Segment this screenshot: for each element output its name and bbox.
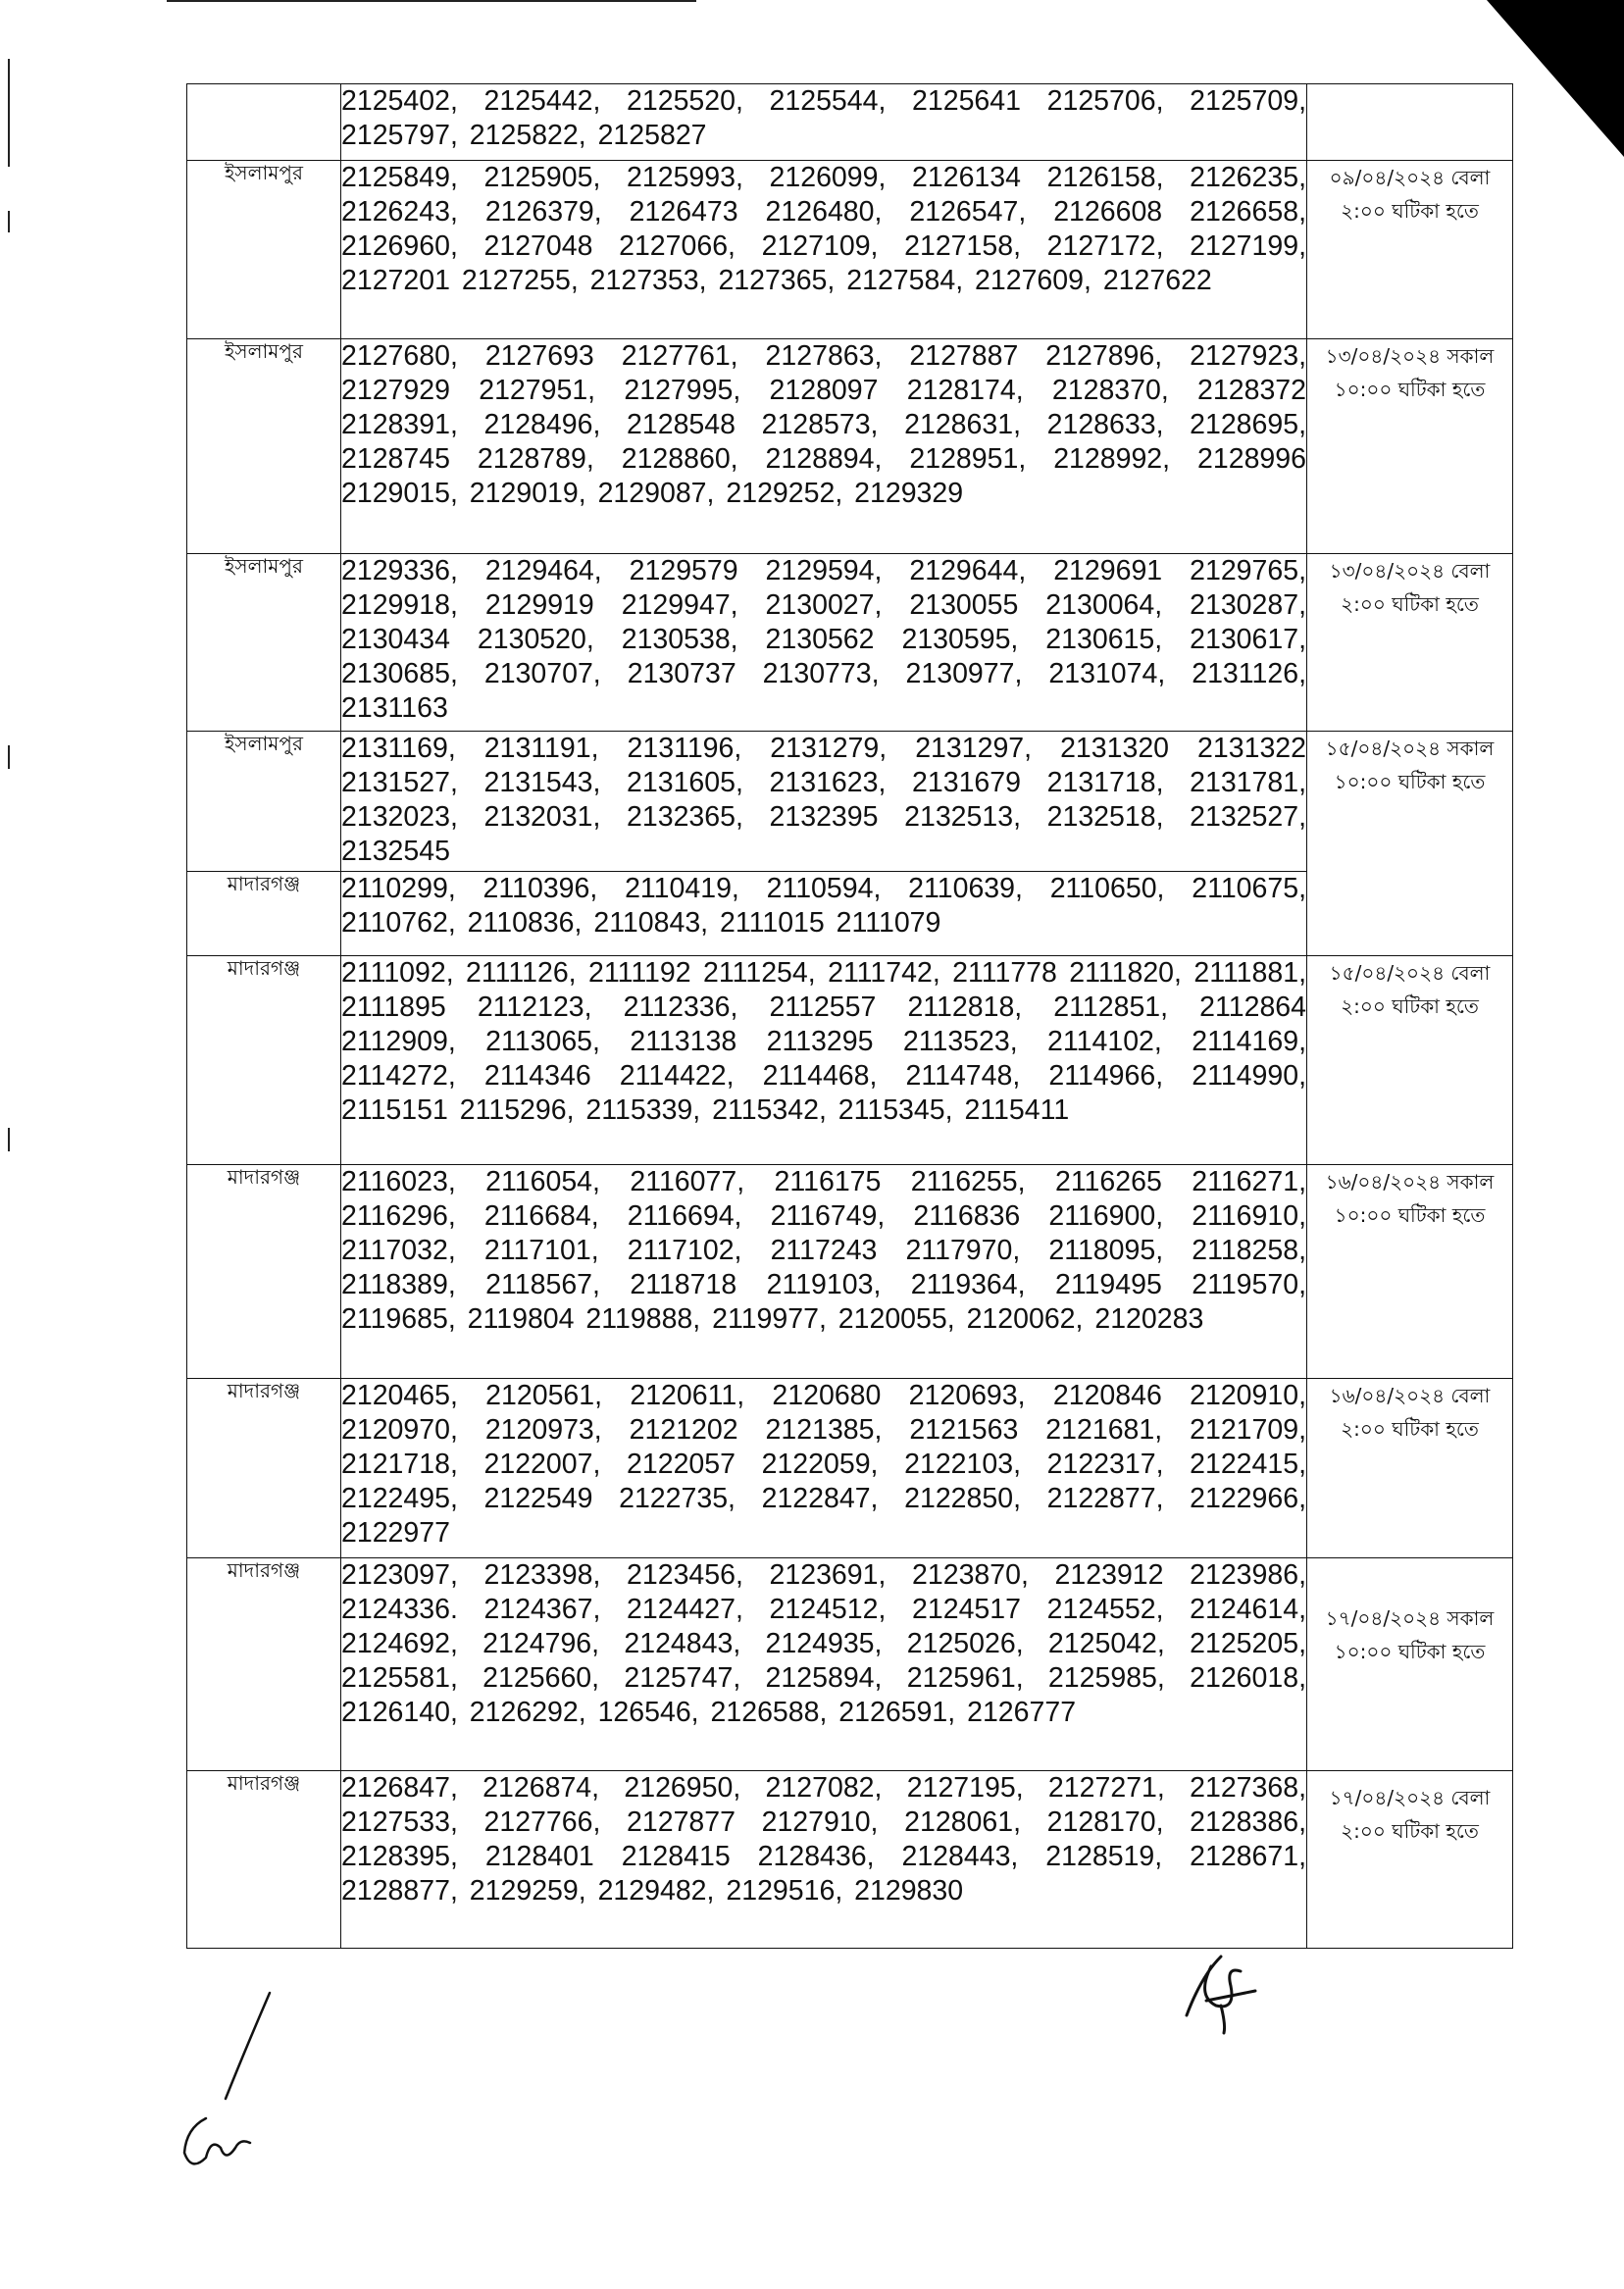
scan-edge-mark (8, 211, 10, 232)
upazila-cell: মাদারগঞ্জ (187, 1558, 341, 1771)
roll-numbers-cell: 2120465, 2120561, 2120611, 2120680 2120693, 2120846 2120910, 2120970, 2120973, 2121202 2121385, 2121563 2121681, 2121709, 2121718, 2122007, 2122057 2122059, 2122103, 2122317, 2122415, 2122495, 2122549 2122735, 2122847, 2122850, 2122877, 2122966, 2122977 (341, 1379, 1307, 1558)
exam-time-cell: ১৩/০৪/২০২৪ বেলা ২:০০ ঘটিকা হতে (1307, 554, 1513, 732)
roll-numbers-cell: 2110299, 2110396, 2110419, 2110594, 2110639, 2110650, 2110675, 2110762, 2110836, 2110843, 2111015 2111079 (341, 872, 1307, 956)
table-row (187, 732, 1513, 872)
table-row (187, 161, 1513, 339)
signature-left (167, 1991, 294, 2177)
table-row (187, 1379, 1513, 1558)
roll-numbers-cell: 2131169, 2131191, 2131196, 2131279, 2131297, 2131320 2131322 2131527, 2131543, 2131605, 2131623, 2131679 2131718, 2131781, 2132023, 2132031, 2132365, 2132395 2132513, 2132518, 2132527, 2132545 (341, 732, 1307, 872)
roll-schedule-table (186, 83, 1513, 1949)
schedule-table-container (186, 83, 1512, 1949)
roll-numbers-cell: 2125849, 2125905, 2125993, 2126099, 2126134 2126158, 2126235, 2126243, 2126379, 2126473 2126480, 2126547, 2126608 2126658, 2126960, 2127048 2127066, 2127109, 2127158, 2127172, 2127199, 2127201 2127255, 2127353, 2127365, 2127584, 2127609, 2127622 (341, 161, 1307, 339)
table-row (187, 956, 1513, 1165)
upazila-cell: মাদারগঞ্জ (187, 956, 341, 1165)
table-row (187, 1771, 1513, 1949)
table-row (187, 554, 1513, 732)
table-row (187, 1558, 1513, 1771)
upazila-cell: ইসলামপুর (187, 339, 341, 554)
exam-time-cell: ০৯/০৪/২০২৪ বেলা ২:০০ ঘটিকা হতে (1307, 161, 1513, 339)
exam-time-cell (1307, 84, 1513, 161)
roll-numbers-cell: 2123097, 2123398, 2123456, 2123691, 2123870, 2123912 2123986, 2124336. 2124367, 2124427, 2124512, 2124517 2124552, 2124614, 2124692, 2124796, 2124843, 2124935, 2125026, 2125042, 2125205, 2125581, 2125660, 2125747, 2125894, 2125961, 2125985, 2126018, 2126140, 2126292, 126546, 2126588, 2126591, 2126777 (341, 1558, 1307, 1771)
signature-right (1167, 1947, 1265, 2035)
upazila-cell: মাদারগঞ্জ (187, 1379, 341, 1558)
upazila-cell: ইসলামপুর (187, 554, 341, 732)
roll-numbers-cell: 2111092, 2111126, 2111192 2111254, 2111742, 2111778 2111820, 2111881, 2111895 2112123, 2112336, 2112557 2112818, 2112851, 2112864 2112909, 2113065, 2113138 2113295 2113523, 2114102, 2114169, 2114272, 2114346 2114422, 2114468, 2114748, 2114966, 2114990, 2115151 2115296, 2115339, 2115342, 2115345, 2115411 (341, 956, 1307, 1165)
exam-time-cell: ১৫/০৪/২০২৪ বেলা ২:০০ ঘটিকা হতে (1307, 956, 1513, 1165)
table-row (187, 84, 1513, 161)
scan-edge-mark (8, 59, 10, 167)
roll-numbers-cell: 2126847, 2126874, 2126950, 2127082, 2127195, 2127271, 2127368, 2127533, 2127766, 2127877 2127910, 2128061, 2128170, 2128386, 2128395, 2128401 2128415 2128436, 2128443, 2128519, 2128671, 2128877, 2129259, 2129482, 2129516, 2129830 (341, 1771, 1307, 1949)
roll-numbers-cell: 2125402, 2125442, 2125520, 2125544, 2125641 2125706, 2125709, 2125797, 2125822, 2125827 (341, 84, 1307, 161)
exam-time-cell: ১৭/০৪/২০২৪ সকাল ১০:০০ ঘটিকা হতে (1307, 1558, 1513, 1771)
upazila-cell (187, 84, 341, 161)
upazila-cell: ইসলামপুর (187, 732, 341, 872)
exam-time-cell: ১৩/০৪/২০২৪ সকাল ১০:০০ ঘটিকা হতে (1307, 339, 1513, 554)
exam-time-cell: ১৭/০৪/২০২৪ বেলা ২:০০ ঘটিকা হতে (1307, 1771, 1513, 1949)
roll-numbers-cell: 2116023, 2116054, 2116077, 2116175 2116255, 2116265 2116271, 2116296, 2116684, 2116694, 2116749, 2116836 2116900, 2116910, 2117032, 2117101, 2117102, 2117243 2117970, 2118095, 2118258, 2118389, 2118567, 2118718 2119103, 2119364, 2119495 2119570, 2119685, 2119804 2119888, 2119977, 2120055, 2120062, 2120283 (341, 1165, 1307, 1379)
exam-time-cell: ১৫/০৪/২০২৪ সকাল ১০:০০ ঘটিকা হতে (1307, 732, 1513, 956)
scan-edge-mark (8, 1128, 10, 1151)
table-row (187, 1165, 1513, 1379)
exam-time-cell: ১৬/০৪/২০২৪ সকাল ১০:০০ ঘটিকা হতে (1307, 1165, 1513, 1379)
scan-edge-mark (8, 745, 10, 769)
upazila-cell: মাদারগঞ্জ (187, 872, 341, 956)
roll-numbers-cell: 2129336, 2129464, 2129579 2129594, 2129644, 2129691 2129765, 2129918, 2129919 2129947, 2130027, 2130055 2130064, 2130287, 2130434 2130520, 2130538, 2130562 2130595, 2130615, 2130617, 2130685, 2130707, 2130737 2130773, 2130977, 2131074, 2131126, 2131163 (341, 554, 1307, 732)
upazila-cell: মাদারগঞ্জ (187, 1771, 341, 1949)
roll-numbers-cell: 2127680, 2127693 2127761, 2127863, 2127887 2127896, 2127923, 2127929 2127951, 2127995, 2128097 2128174, 2128370, 2128372 2128391, 2128496, 2128548 2128573, 2128631, 2128633, 2128695, 2128745 2128789, 2128860, 2128894, 2128951, 2128992, 2128996 2129015, 2129019, 2129087, 2129252, 2129329 (341, 339, 1307, 554)
scan-edge-mark (167, 0, 696, 2)
exam-time-cell: ১৬/০৪/২০২৪ বেলা ২:০০ ঘটিকা হতে (1307, 1379, 1513, 1558)
upazila-cell: ইসলামপুর (187, 161, 341, 339)
upazila-cell: মাদারগঞ্জ (187, 1165, 341, 1379)
table-row (187, 339, 1513, 554)
